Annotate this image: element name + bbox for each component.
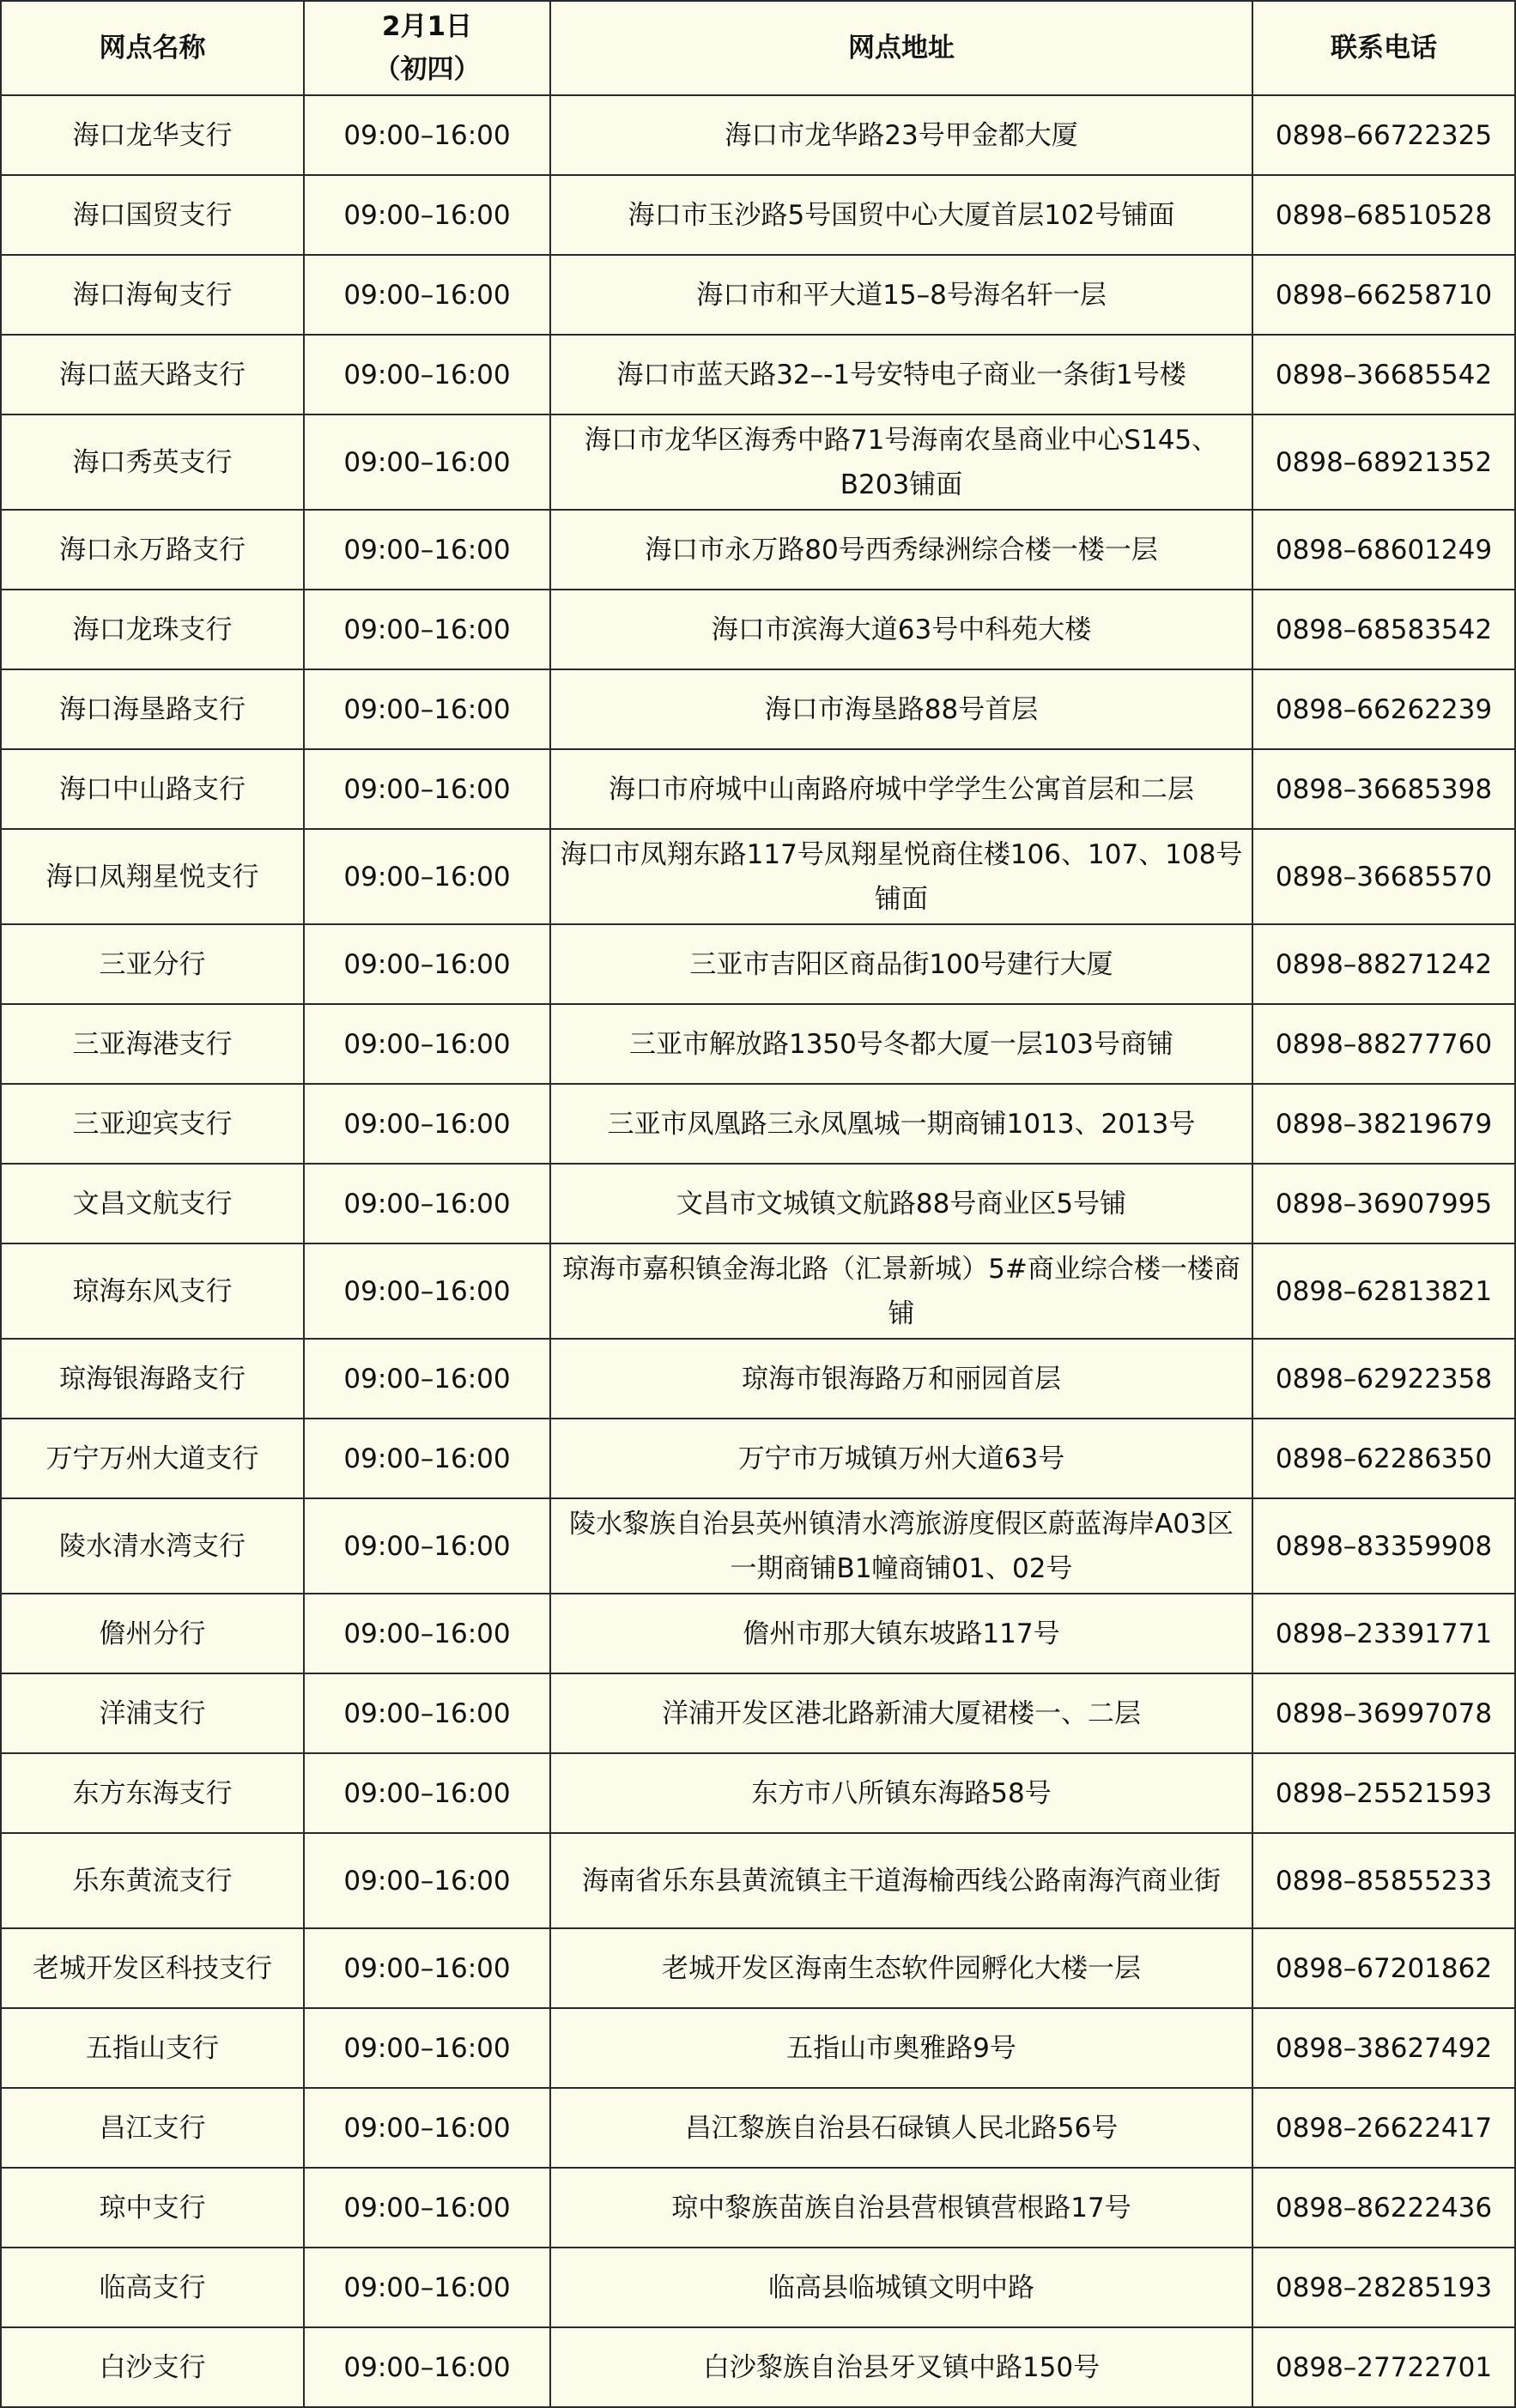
address-cell: 五指山市奥雅路9号: [550, 2008, 1252, 2088]
phone-cell: 0898–36907995: [1252, 1164, 1515, 1243]
address-cell: 海口市永万路80号西秀绿洲综合楼一楼一层: [550, 510, 1252, 590]
hours-cell: 09:00–16:00: [304, 924, 550, 1004]
hours-cell: 09:00–16:00: [304, 2248, 550, 2327]
table-row: [1, 414, 1515, 510]
phone-cell: 0898–68510528: [1252, 175, 1515, 255]
phone-cell: 0898–68583542: [1252, 590, 1515, 669]
branch-name-cell: 琼海银海路支行: [1, 1339, 304, 1419]
header-hours-date: 2月1日: [381, 11, 473, 42]
table-row: [1, 175, 1515, 255]
hours-cell: 09:00–16:00: [304, 1833, 550, 1928]
address-cell: 昌江黎族自治县石碌镇人民北路56号: [550, 2088, 1252, 2168]
address-cell: 海口市海垦路88号首层: [550, 669, 1252, 749]
branch-name-cell: 乐东黄流支行: [1, 1833, 304, 1928]
address-cell: 海口市府城中山南路府城中学学生公寓首层和二层: [550, 749, 1252, 829]
branch-name-cell: 琼海东风支行: [1, 1243, 304, 1339]
header-hours-day: （初四）: [373, 54, 481, 85]
phone-cell: 0898–67201862: [1252, 1928, 1515, 2008]
phone-cell: 0898–27722701: [1252, 2327, 1515, 2407]
phone-cell: 0898–85855233: [1252, 1833, 1515, 1928]
hours-cell: 09:00–16:00: [304, 1004, 550, 1084]
table-row: [1, 1339, 1515, 1419]
table-row: [1, 2008, 1515, 2088]
address-cell: 海口市和平大道15–8号海名轩一层: [550, 255, 1252, 335]
branch-name-cell: 三亚海港支行: [1, 1004, 304, 1084]
hours-cell: 09:00–16:00: [304, 1498, 550, 1594]
branch-name-cell: 五指山支行: [1, 2008, 304, 2088]
hours-cell: 09:00–16:00: [304, 255, 550, 335]
branch-name-cell: 海口中山路支行: [1, 749, 304, 829]
phone-cell: 0898–88271242: [1252, 924, 1515, 1004]
branch-name-cell: 东方东海支行: [1, 1753, 304, 1833]
address-cell: 东方市八所镇东海路58号: [550, 1753, 1252, 1833]
hours-cell: 09:00–16:00: [304, 1594, 550, 1673]
phone-cell: 0898–68601249: [1252, 510, 1515, 590]
hours-cell: 09:00–16:00: [304, 1419, 550, 1498]
phone-cell: 0898–36685398: [1252, 749, 1515, 829]
hours-cell: 09:00–16:00: [304, 2168, 550, 2248]
phone-cell: 0898–38627492: [1252, 2008, 1515, 2088]
table-row: [1, 829, 1515, 924]
phone-cell: 0898–68921352: [1252, 414, 1515, 510]
branch-name-cell: 琼中支行: [1, 2168, 304, 2248]
table-row: [1, 510, 1515, 590]
branch-name-cell: 三亚分行: [1, 924, 304, 1004]
hours-cell: 09:00–16:00: [304, 1243, 550, 1339]
table-row: [1, 669, 1515, 749]
address-cell: 海口市蓝天路32–-1号安特电子商业一条街1号楼: [550, 335, 1252, 414]
phone-cell: 0898–88277760: [1252, 1004, 1515, 1084]
branch-name-cell: 海口龙珠支行: [1, 590, 304, 669]
table-row: [1, 1419, 1515, 1498]
hours-cell: 09:00–16:00: [304, 95, 550, 175]
address-cell: 洋浦开发区港北路新浦大厦裙楼一、二层: [550, 1673, 1252, 1753]
table-row: [1, 2168, 1515, 2248]
branch-name-cell: 昌江支行: [1, 2088, 304, 2168]
table-header-row: [1, 1, 1515, 95]
hours-cell: 09:00–16:00: [304, 1339, 550, 1419]
hours-cell: 09:00–16:00: [304, 2088, 550, 2168]
branch-name-cell: 海口永万路支行: [1, 510, 304, 590]
phone-cell: 0898–36685570: [1252, 829, 1515, 924]
phone-cell: 0898–25521593: [1252, 1753, 1515, 1833]
address-cell: 琼海市嘉积镇金海北路（汇景新城）5#商业综合楼一楼商铺: [550, 1243, 1252, 1339]
table-row: [1, 1243, 1515, 1339]
phone-cell: 0898–23391771: [1252, 1594, 1515, 1673]
table-row: [1, 1498, 1515, 1594]
address-cell: 海口市龙华区海秀中路71号海南农垦商业中心S145、B203铺面: [550, 414, 1252, 510]
branch-name-cell: 三亚迎宾支行: [1, 1084, 304, 1164]
branch-name-cell: 临高支行: [1, 2248, 304, 2327]
hours-cell: 09:00–16:00: [304, 1673, 550, 1753]
branch-name-cell: 洋浦支行: [1, 1673, 304, 1753]
header-phone: 联系电话: [1252, 1, 1515, 95]
address-cell: 万宁市万城镇万州大道63号: [550, 1419, 1252, 1498]
hours-cell: 09:00–16:00: [304, 1928, 550, 2008]
address-cell: 三亚市解放路1350号冬都大厦一层103号商铺: [550, 1004, 1252, 1084]
table-body: [1, 95, 1515, 2407]
branch-name-cell: 海口龙华支行: [1, 95, 304, 175]
hours-cell: 09:00–16:00: [304, 510, 550, 590]
phone-cell: 0898–66262239: [1252, 669, 1515, 749]
phone-cell: 0898–62922358: [1252, 1339, 1515, 1419]
hours-cell: 09:00–16:00: [304, 414, 550, 510]
hours-cell: 09:00–16:00: [304, 2008, 550, 2088]
branch-name-cell: 白沙支行: [1, 2327, 304, 2407]
address-cell: 三亚市吉阳区商品街100号建行大厦: [550, 924, 1252, 1004]
phone-cell: 0898–66722325: [1252, 95, 1515, 175]
phone-cell: 0898–83359908: [1252, 1498, 1515, 1594]
hours-cell: 09:00–16:00: [304, 1164, 550, 1243]
branch-name-cell: 文昌文航支行: [1, 1164, 304, 1243]
hours-cell: 09:00–16:00: [304, 749, 550, 829]
address-cell: 海口市滨海大道63号中科苑大楼: [550, 590, 1252, 669]
table-row: [1, 2327, 1515, 2407]
table-row: [1, 335, 1515, 414]
table-row: [1, 1753, 1515, 1833]
branch-name-cell: 万宁万州大道支行: [1, 1419, 304, 1498]
address-cell: 海南省乐东县黄流镇主干道海榆西线公路南海汽商业街: [550, 1833, 1252, 1928]
table-row: [1, 1673, 1515, 1753]
header-hours: [304, 1, 550, 95]
branch-name-cell: 海口凤翔星悦支行: [1, 829, 304, 924]
address-cell: 儋州市那大镇东坡路117号: [550, 1594, 1252, 1673]
table-row: [1, 749, 1515, 829]
header-branch-name: 网点名称: [1, 1, 304, 95]
address-cell: 陵水黎族自治县英州镇清水湾旅游度假区蔚蓝海岸A03区一期商铺B1幢商铺01、02号: [550, 1498, 1252, 1594]
table-row: [1, 2248, 1515, 2327]
table-row: [1, 95, 1515, 175]
hours-cell: 09:00–16:00: [304, 1753, 550, 1833]
table-row: [1, 255, 1515, 335]
branch-name-cell: 老城开发区科技支行: [1, 1928, 304, 2008]
branch-name-cell: 儋州分行: [1, 1594, 304, 1673]
address-cell: 琼中黎族苗族自治县营根镇营根路17号: [550, 2168, 1252, 2248]
table-row: [1, 1004, 1515, 1084]
address-cell: 海口市龙华路23号甲金都大厦: [550, 95, 1252, 175]
table-row: [1, 1594, 1515, 1673]
phone-cell: 0898–36997078: [1252, 1673, 1515, 1753]
address-cell: 三亚市凤凰路三永凤凰城一期商铺1013、2013号: [550, 1084, 1252, 1164]
phone-cell: 0898–38219679: [1252, 1084, 1515, 1164]
branch-name-cell: 海口海甸支行: [1, 255, 304, 335]
hours-cell: 09:00–16:00: [304, 1084, 550, 1164]
table-row: [1, 1833, 1515, 1928]
hours-cell: 09:00–16:00: [304, 335, 550, 414]
table-row: [1, 1164, 1515, 1243]
hours-cell: 09:00–16:00: [304, 175, 550, 255]
address-cell: 临高县临城镇文明中路: [550, 2248, 1252, 2327]
branch-name-cell: 海口国贸支行: [1, 175, 304, 255]
phone-cell: 0898–26622417: [1252, 2088, 1515, 2168]
address-cell: 海口市凤翔东路117号凤翔星悦商住楼106、107、108号铺面: [550, 829, 1252, 924]
phone-cell: 0898–62813821: [1252, 1243, 1515, 1339]
phone-cell: 0898–62286350: [1252, 1419, 1515, 1498]
phone-cell: 0898–66258710: [1252, 255, 1515, 335]
phone-cell: 0898–28285193: [1252, 2248, 1515, 2327]
branch-name-cell: 陵水清水湾支行: [1, 1498, 304, 1594]
branch-name-cell: 海口海垦路支行: [1, 669, 304, 749]
table-row: [1, 1084, 1515, 1164]
address-cell: 海口市玉沙路5号国贸中心大厦首层102号铺面: [550, 175, 1252, 255]
hours-cell: 09:00–16:00: [304, 590, 550, 669]
branch-name-cell: 海口秀英支行: [1, 414, 304, 510]
hours-cell: 09:00–16:00: [304, 669, 550, 749]
address-cell: 文昌市文城镇文航路88号商业区5号铺: [550, 1164, 1252, 1243]
address-cell: 琼海市银海路万和丽园首层: [550, 1339, 1252, 1419]
phone-cell: 0898–86222436: [1252, 2168, 1515, 2248]
table-row: [1, 2088, 1515, 2168]
header-address: 网点地址: [550, 1, 1252, 95]
hours-cell: 09:00–16:00: [304, 829, 550, 924]
phone-cell: 0898–36685542: [1252, 335, 1515, 414]
branch-name-cell: 海口蓝天路支行: [1, 335, 304, 414]
hours-cell: 09:00–16:00: [304, 2327, 550, 2407]
address-cell: 老城开发区海南生态软件园孵化大楼一层: [550, 1928, 1252, 2008]
address-cell: 白沙黎族自治县牙叉镇中路150号: [550, 2327, 1252, 2407]
table-row: [1, 1928, 1515, 2008]
table-row: [1, 924, 1515, 1004]
table-row: [1, 590, 1515, 669]
